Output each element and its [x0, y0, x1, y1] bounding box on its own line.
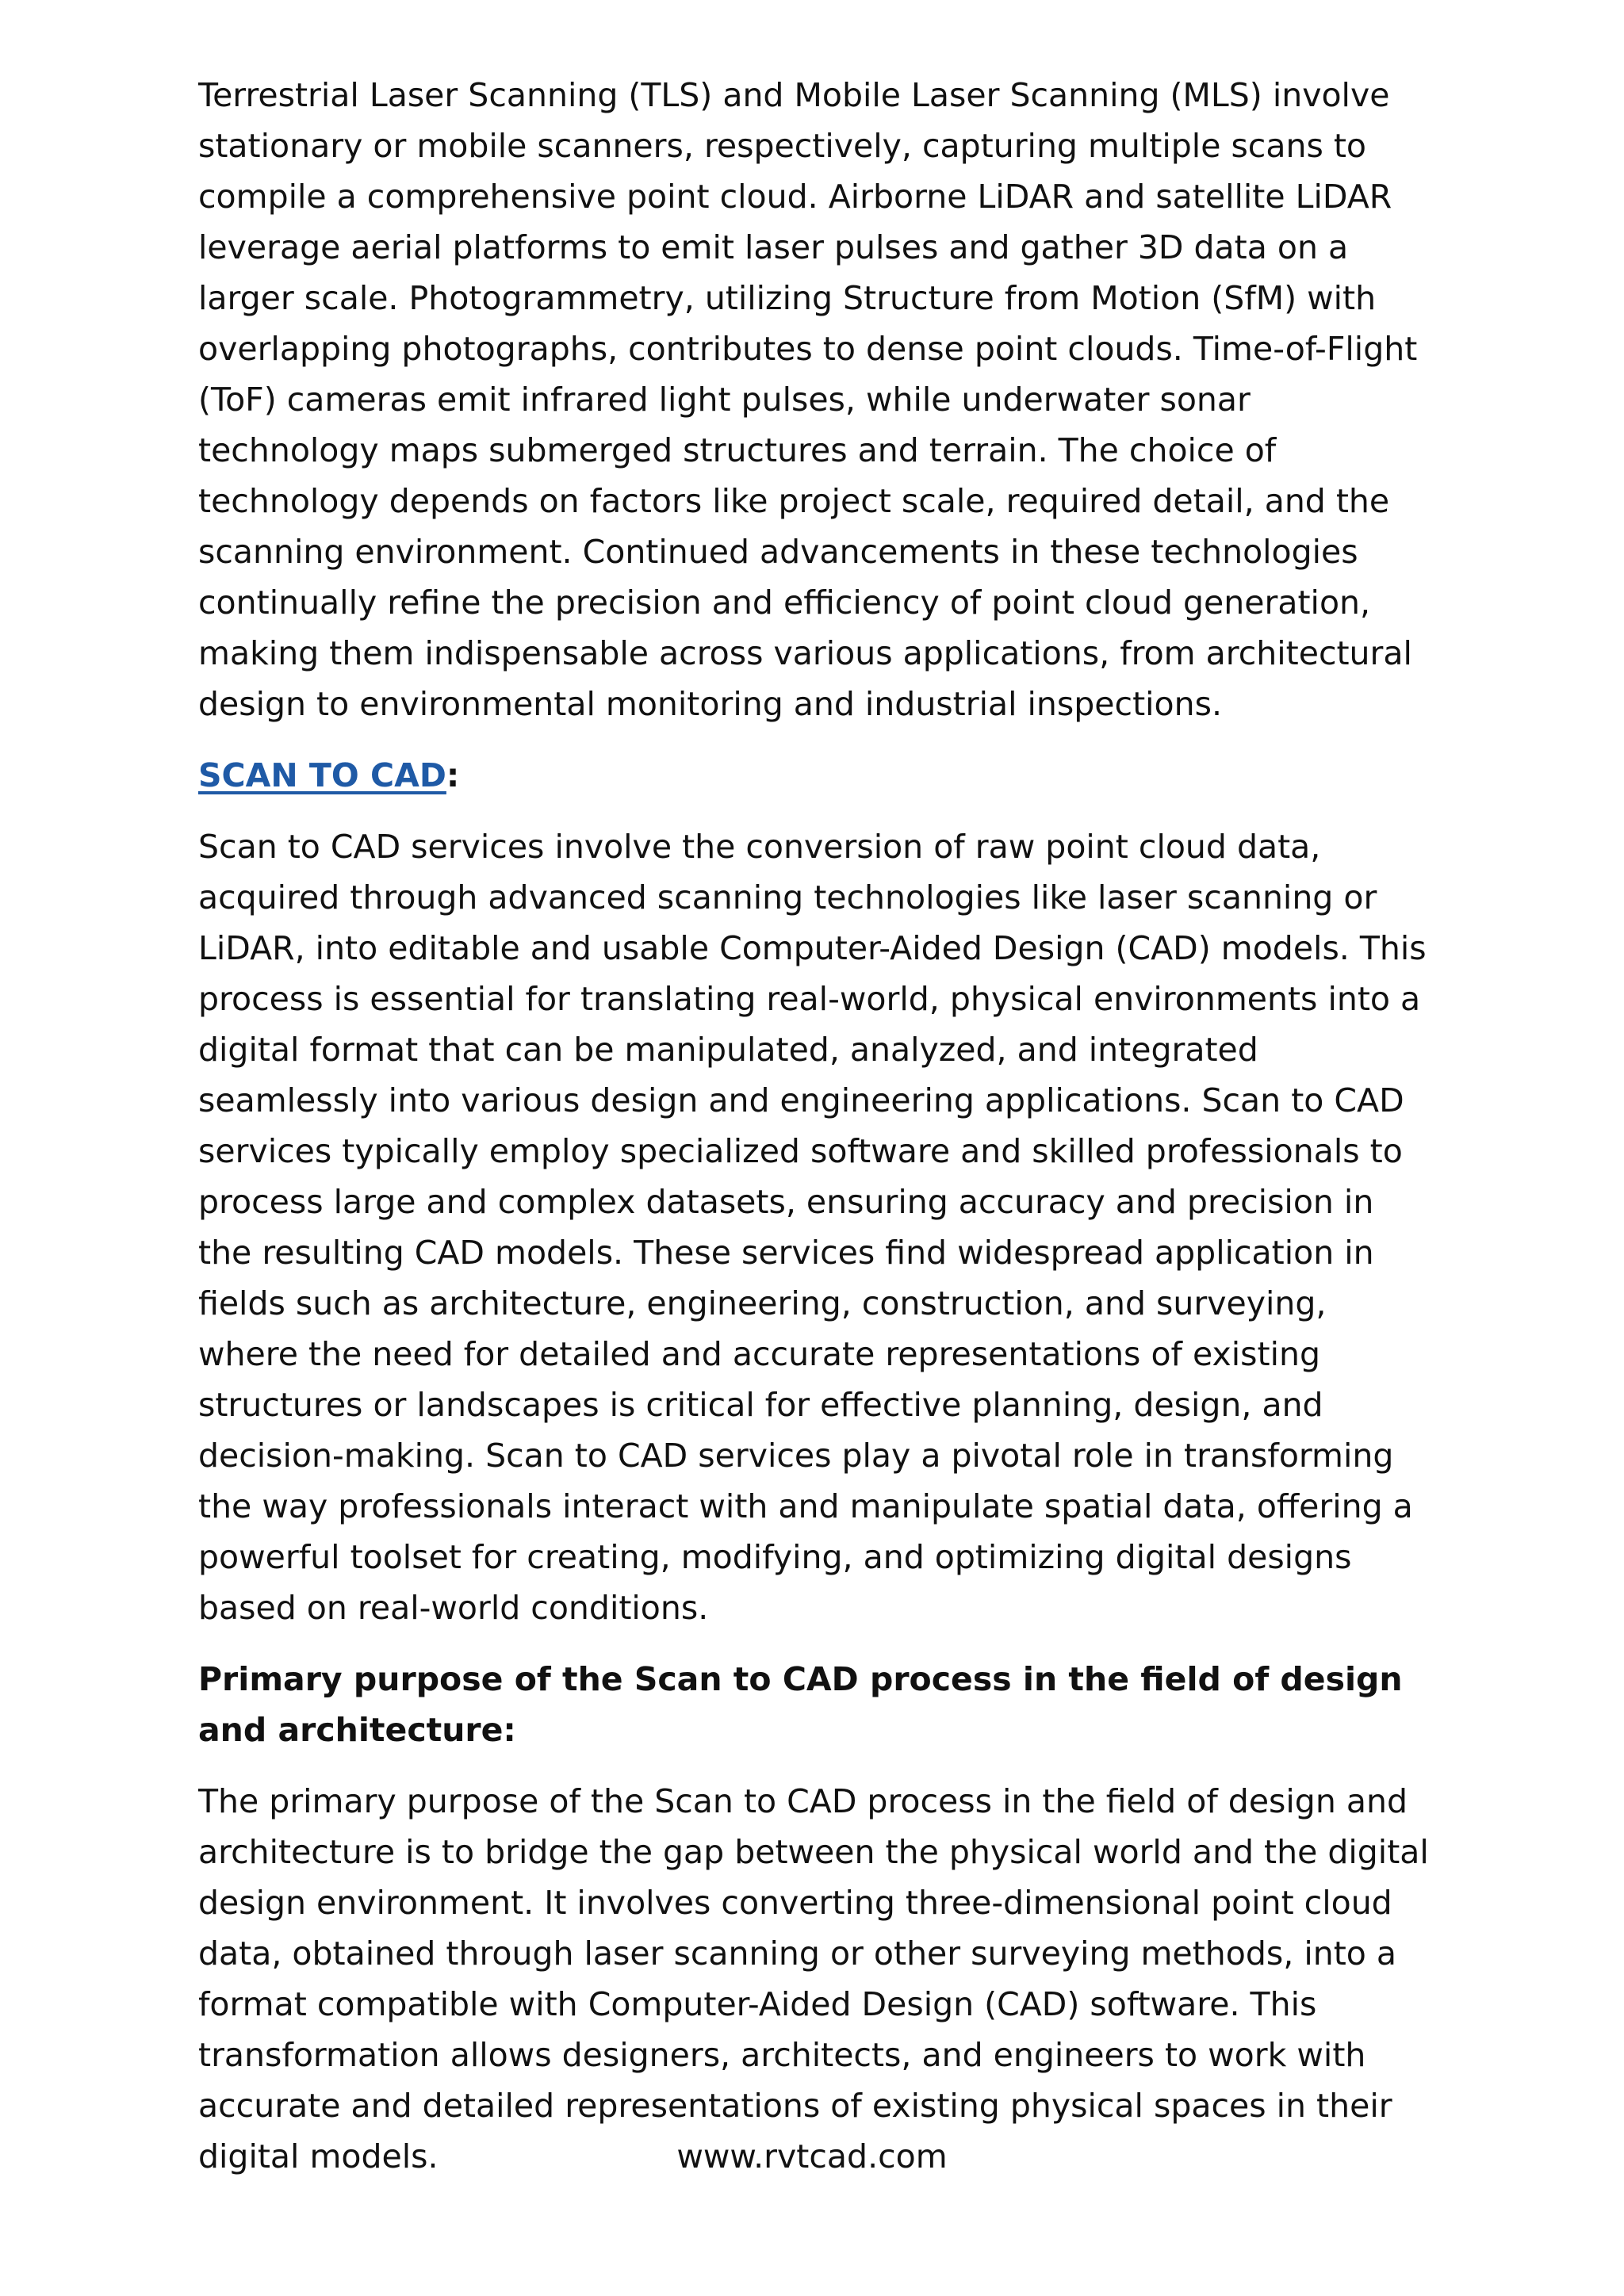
purpose-paragraph: The primary purpose of the Scan to CAD process in the field of design and architecture is to bridge the gap between the physical world and the digital design environment. It involves converting three-dimensional point cloud data, obtained through laser scanning or other surveying methods, into a format compatible with Computer-Aided Design (CAD) software. This transformation allows designers, architects, and engineers to work with accurate and detailed representations of existing physical spaces in their digital models. [198, 1782, 1429, 2175]
scan-to-cad-link[interactable]: SCAN TO CAD [198, 756, 446, 794]
section-paragraph: Scan to CAD services involve the conversion of raw point cloud data, acquired through advanced scanning technologies like laser scanning or LiDAR, into editable and usable Computer-Aided Design (CAD) models. This process is essential for translating real-world, physical environments into a digital format that can be manipulated, analyzed, and integrated seamlessly into various design and engineering applications. Scan to CAD services typically employ specialized software and skilled professionals to process large and complex datasets, ensuring accuracy and precision in the resulting CAD models. These services find widespread application in fields such as architecture, engineering, construction, and surveying, where the need for detailed and accurate representations of existing structures or landscapes is critical for effective planning, design, and decision-making. Scan to CAD services play a pivotal role in transforming the way professionals interact with and manipulate spatial data, offering a powerful toolset for creating, modifying, and optimizing digital designs based on real-world conditions. [198, 828, 1427, 1627]
footer-url: www.rvtcad.com [676, 2137, 948, 2175]
intro-paragraph: Terrestrial Laser Scanning (TLS) and Mobile Laser Scanning (MLS) involve stationary or mobile scanners, respectively, capturing multiple scans to compile a comprehensive point cloud. Airborne LiDAR and satellite LiDAR leverage aerial platforms to emit laser pulses and gather 3D data on a larger scale. Photogrammetry, utilizing Structure from Motion (SfM) with overlapping photographs, contributes to dense point clouds. Time-of-Flight (ToF) cameras emit infrared light pulses, while underwater sonar technology maps submerged structures and terrain. The choice of technology depends on factors like project scale, required detail, and the scanning environment. Continued advancements in these technologies continually refine the precision and efficiency of point cloud generation, making them indispensable across various applications, from architectural design to environmental monitoring and industrial inspections. [198, 76, 1418, 723]
sub-heading: Primary purpose of the Scan to CAD process in the field of design and architecture: [198, 1660, 1403, 1749]
section-heading-colon: : [446, 756, 460, 794]
section-heading [198, 750, 1435, 801]
document-content [198, 70, 1435, 2182]
